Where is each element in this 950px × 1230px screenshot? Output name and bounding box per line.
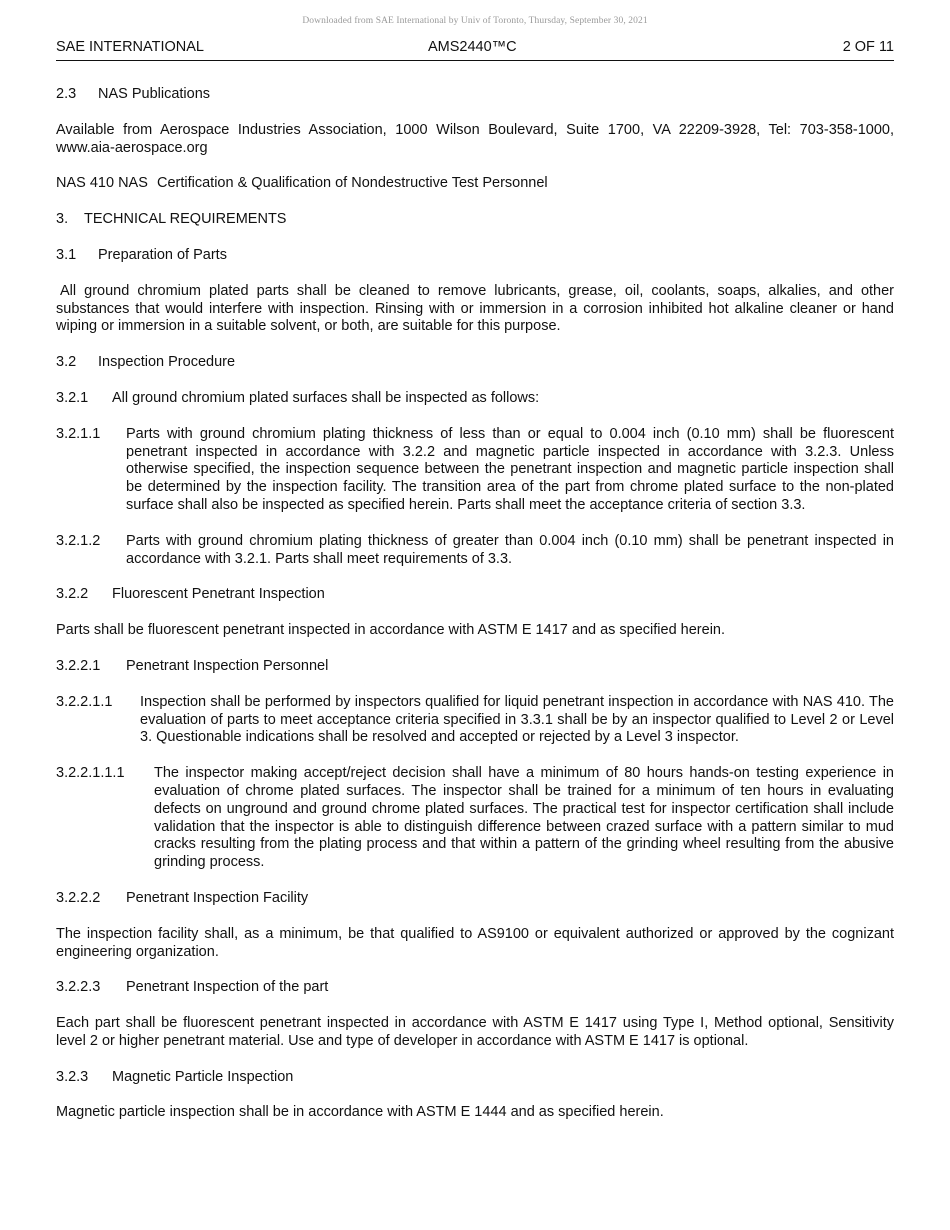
section-title: Magnetic Particle Inspection <box>112 1068 294 1085</box>
clause-3-2-2-1-1 <box>56 694 894 747</box>
clause-3-2-1-1 <box>56 426 894 515</box>
section-title: TECHNICAL REQUIREMENTS <box>84 211 287 228</box>
clause-number: 3.2.2.1.1 <box>56 693 113 710</box>
section-heading-3-2-2-2 <box>56 890 894 908</box>
page-header <box>56 38 894 61</box>
section-number: 3.2.3 <box>56 1068 89 1085</box>
section-title: Inspection Procedure <box>98 354 236 371</box>
section-number: 3. <box>56 211 69 228</box>
section-heading-3-2-2 <box>56 586 894 604</box>
header-document-number: AMS2440™C <box>428 39 517 55</box>
section-title: Penetrant Inspection Facility <box>126 889 309 906</box>
reference-number: NAS 410 NAS <box>56 175 148 192</box>
section-heading-3-1 <box>56 247 894 265</box>
section-heading-3-2-2-1 <box>56 658 894 676</box>
clause-number: 3.2.1.1 <box>56 425 101 442</box>
clause-3-2-2-1-1-1 <box>56 765 894 872</box>
paragraph-preparation-of-parts: All ground chromium plated parts shall be cleaned to remove lubricants, grease, oil, coolants, soaps, alkalies, and other substances that would interfere with inspection. Rinsing with or immersion in a corrosion inhibited hot alkaline cleaner or hand wiping or immersion in a suitable solvent, or both, are suitable for this purpose. <box>56 282 894 335</box>
section-title: Penetrant Inspection Personnel <box>126 657 329 674</box>
clause-number: 3.2.2.1.1.1 <box>56 765 125 782</box>
clause-number: 3.2.1.2 <box>56 532 101 549</box>
download-watermark: Downloaded from SAE International by Univ of Toronto, Thursday, September 30, 2021 <box>302 16 648 26</box>
section-number: 3.2.1 <box>56 389 89 406</box>
paragraph-aia-availability: Available from Aerospace Industries Association, 1000 Wilson Boulevard, Suite 1700, VA 22209-3928, Tel: 703-358-1000, www.aia-aerospace.org <box>56 121 894 156</box>
section-number: 3.1 <box>56 246 77 263</box>
section-title: All ground chromium plated surfaces shall be inspected as follows: <box>112 389 540 406</box>
header-organization: SAE INTERNATIONAL <box>56 39 204 55</box>
reference-nas-410 <box>56 175 894 193</box>
paragraph-magnetic-particle: Magnetic particle inspection shall be in accordance with ASTM E 1444 and as specified herein. <box>56 1104 664 1121</box>
section-heading-2-3 <box>56 86 894 104</box>
clause-text: The inspector making accept/reject decision shall have a minimum of 80 hours hands-on testing experience in evaluation of chrome plated surfaces. The inspector shall be trained for a minimum of ten hours in evaluating defects on unground and ground chrome plated surfaces. The practical test for inspector certification shall include validation that the inspector is able to distinguish difference between crazed surface with a pattern similar to mud cracks resulting from the plating process and that within a pattern of the grinding wheel resulting from the abusive grinding process. <box>154 765 894 871</box>
section-title: Fluorescent Penetrant Inspection <box>112 586 325 603</box>
section-heading-3-2-2-3 <box>56 979 894 997</box>
document-body <box>56 86 894 1140</box>
section-title: Preparation of Parts <box>98 246 227 263</box>
section-number: 3.2 <box>56 354 77 371</box>
clause-3-2-1-2 <box>56 533 894 569</box>
reference-title: Certification & Qualification of Nondestructive Test Personnel <box>157 175 548 192</box>
paragraph-inspection-facility: The inspection facility shall, as a minimum, be that qualified to AS9100 or equivalent authorized or approved by the cognizant engineering organization. <box>56 925 894 960</box>
paragraph-fluorescent-penetrant: Parts shall be fluorescent penetrant inspected in accordance with ASTM E 1417 and as specified herein. <box>56 622 726 639</box>
clause-text: Parts with ground chromium plating thickness of greater than 0.004 inch (0.10 mm) shall be penetrant inspected in accordance with 3.2.1. Parts shall meet requirements of 3.3. <box>126 532 894 567</box>
section-heading-3 <box>56 211 894 229</box>
section-number: 2.3 <box>56 86 77 102</box>
section-title: NAS Publications <box>98 86 211 102</box>
clause-text: Parts with ground chromium plating thickness of less than or equal to 0.004 inch (0.10 mm) shall be fluorescent penetrant inspected in accordance with 3.2.2 and magnetic particle inspected in accordance with 3.2.3. Unless otherwise specified, the inspection sequence between the penetrant inspection and magnetic particle inspection shall be determined by the inspection facility. The transition area of the part from chrome plated surface to the non-plated surface shall also be inspected as specified herein. Parts shall meet the acceptance criteria of section 3.3. <box>126 425 894 513</box>
clause-text: Inspection shall be performed by inspectors qualified for liquid penetrant inspection in accordance with NAS 410. The evaluation of parts to meet acceptance criteria specified in 3.3.1 shall be by an inspector qualified to Level 2 or Level 3. Questionable indications shall be resolved and accepted or rejected by a Level 3 inspector. <box>140 693 894 746</box>
header-page-number: 2 OF 11 <box>842 39 894 55</box>
section-heading-3-2-3 <box>56 1069 894 1087</box>
section-number: 3.2.2 <box>56 586 89 603</box>
section-number: 3.2.2.2 <box>56 889 101 906</box>
section-heading-3-2 <box>56 354 894 372</box>
paragraph-penetrant-inspection-of-part: Each part shall be fluorescent penetrant inspected in accordance with ASTM E 1417 using Type I, Method optional, Sensitivity level 2 or higher penetrant material. Use and type of developer in accordance with ASTM E 1417 is optional. <box>56 1015 894 1049</box>
section-number: 3.2.2.1 <box>56 657 101 674</box>
section-number: 3.2.2.3 <box>56 979 101 996</box>
section-title: Penetrant Inspection of the part <box>126 979 329 996</box>
section-heading-3-2-1 <box>56 390 894 408</box>
